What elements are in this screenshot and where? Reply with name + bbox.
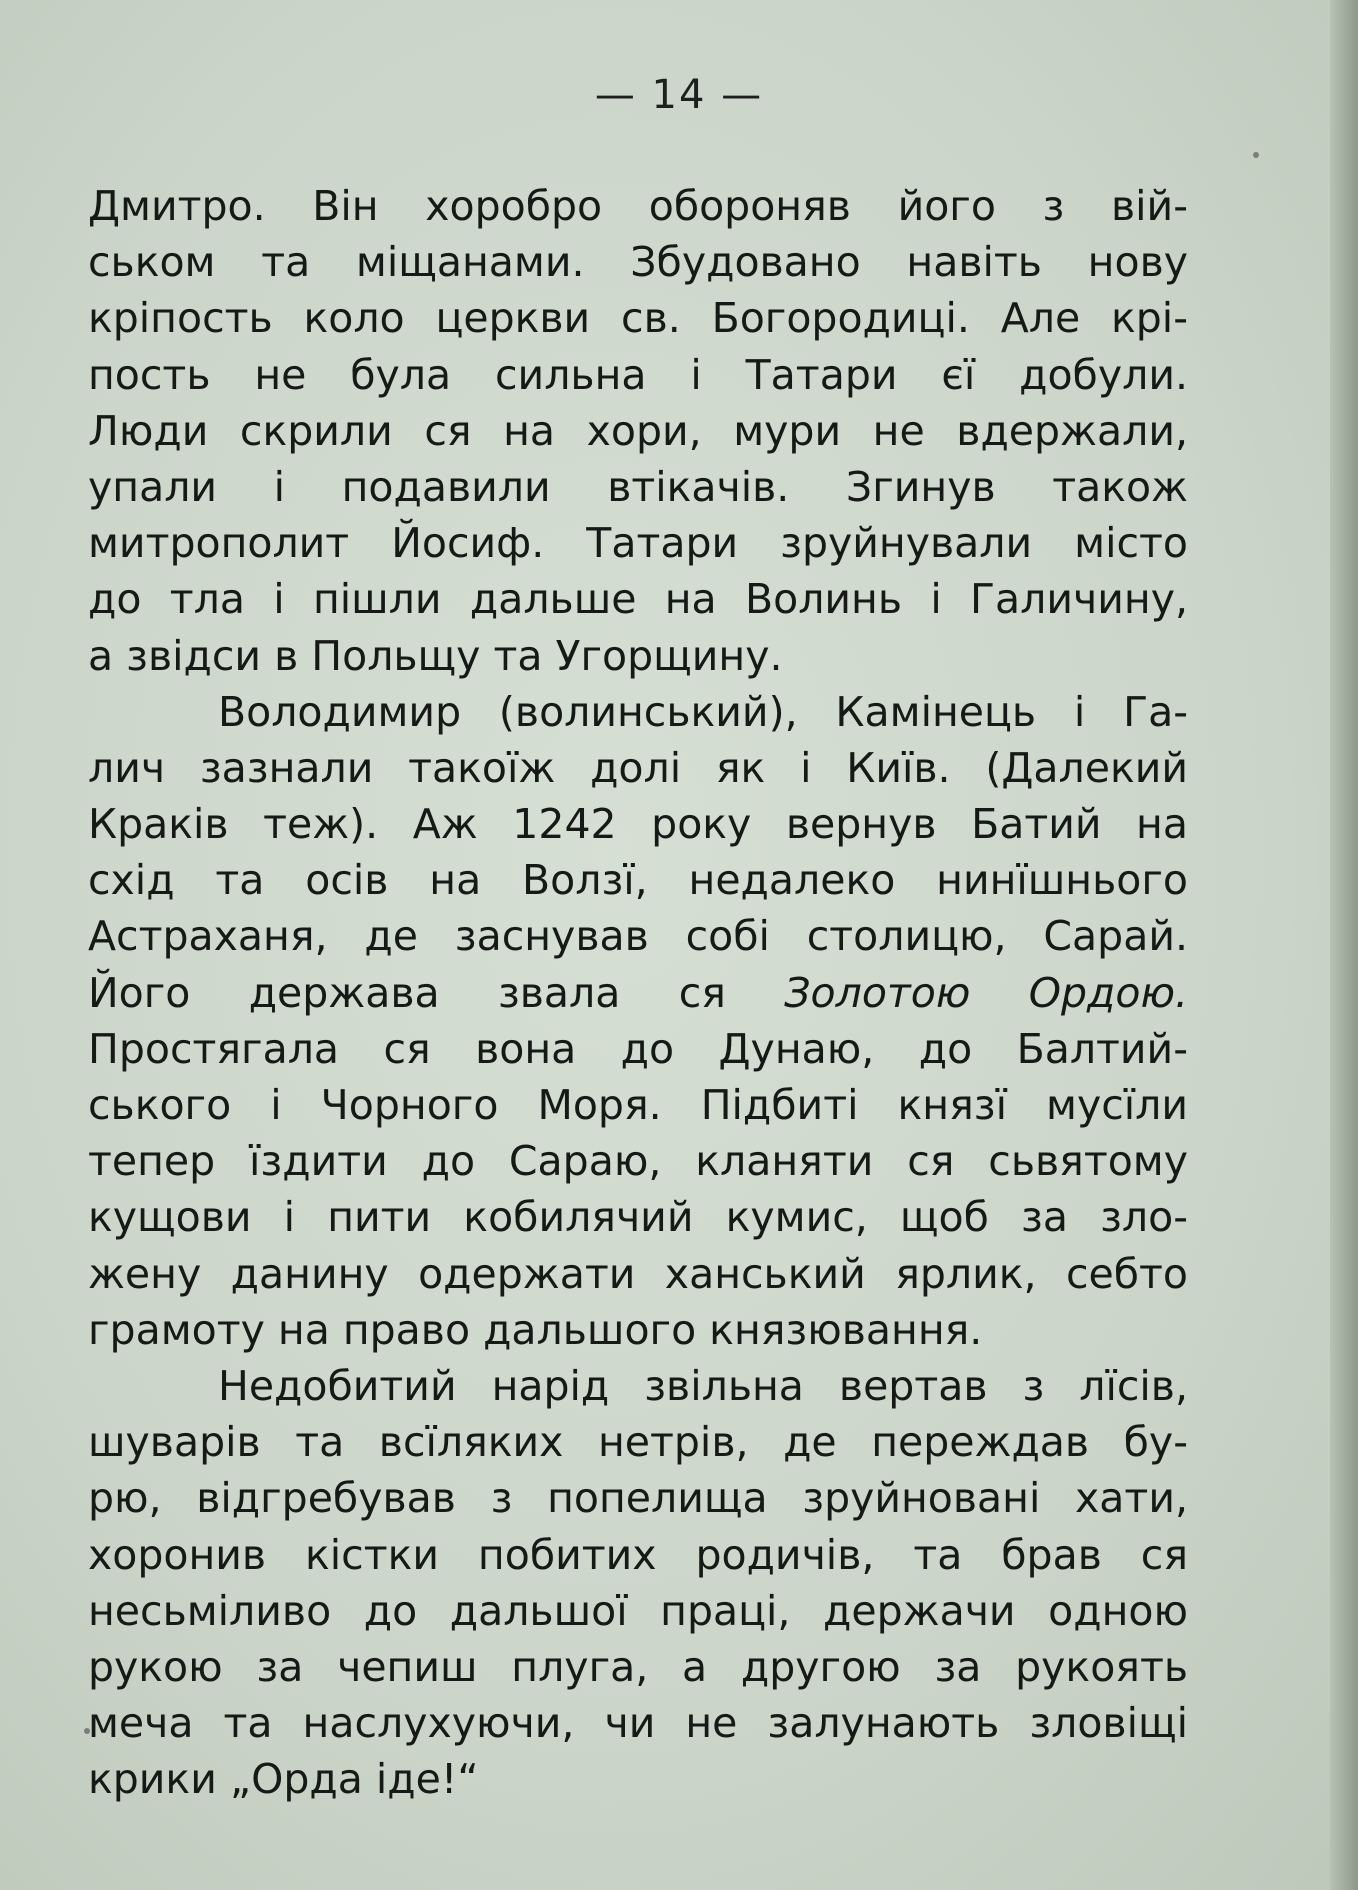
text-line: тепер їздити до Сараю, кланяти ся сьвятому xyxy=(88,1137,1188,1186)
text-line: Недобитий нарід звільна вертав з лїсів, xyxy=(218,1361,1188,1410)
text-line: несьміливо до дальшої праці, держачи одною xyxy=(88,1586,1188,1635)
text-line: жену данину одержати ханський ярлик, себто xyxy=(88,1249,1188,1298)
text-line: шуварів та всїляких нетрів, де переждав бу- xyxy=(88,1418,1188,1467)
text-line: лич зазнали такоїж долі як і Київ. (Далекий xyxy=(88,743,1188,792)
text-line: Люди скрили ся на хори, мури не вдержали, xyxy=(88,406,1188,455)
text-line: а звідси в Польщу та Угорщину. xyxy=(88,631,783,680)
text-line: ського і Чорного Моря. Підбиті князї мусїли xyxy=(88,1081,1188,1129)
text-line: рукою за чепиш плуга, а другою за рукоять xyxy=(88,1642,1188,1691)
text-line: митрополит Йосиф. Татари зруйнували місто xyxy=(88,519,1188,568)
text-line: кущови і пити кобилячий кумис, щоб за зло- xyxy=(88,1193,1188,1242)
paper-speck xyxy=(1253,152,1259,158)
text-line: кріпость коло церкви св. Богородиці. Але крі- xyxy=(88,294,1188,343)
body-text xyxy=(88,178,1188,1807)
text-line: хоронив кістки побитих родичів, та брав ся xyxy=(88,1530,1188,1579)
text-line: крики „Орда іде!“ xyxy=(88,1755,479,1804)
emphasized-term: Золотою Ордою. xyxy=(784,968,1188,1017)
text-line: ськом та міщанами. Збудовано навіть нову xyxy=(88,238,1188,287)
text-line: грамоту на право дальшого князювання. xyxy=(88,1305,983,1354)
text-line: Краків теж). Аж 1242 року вернув Батий на xyxy=(88,800,1188,849)
text-line: меча та наслухуючи, чи не залунають зловіщі xyxy=(88,1699,1188,1748)
text-line-segment: Його держава звала ся xyxy=(88,968,726,1017)
text-line: пость не була сильна і Татари єї добули. xyxy=(88,350,1188,399)
text-line: до тла і пішли дальше на Волинь і Галичину, xyxy=(88,575,1188,624)
page-edge-shadow xyxy=(1330,0,1358,1890)
text-line: схід та осів на Волзї, недалеко нинїшнього xyxy=(88,856,1188,905)
text-line-with-emphasis xyxy=(88,965,1188,1021)
text-line: Дмитро. Він хоробро обороняв його з вій- xyxy=(88,182,1188,230)
text-line: Простягала ся вона до Дунаю, до Балтий- xyxy=(88,1024,1188,1073)
text-line: рю, відгребував з попелища зруйновані хати, xyxy=(88,1474,1188,1523)
text-line: Володимир (волинський), Камінець і Га- xyxy=(218,687,1188,736)
text-line: Астраханя, де заснував собі столицю, Сарай. xyxy=(88,912,1188,961)
text-line: упали і подавили втікачів. Згинув також xyxy=(88,462,1188,511)
page-number: — 14 — xyxy=(594,72,764,118)
